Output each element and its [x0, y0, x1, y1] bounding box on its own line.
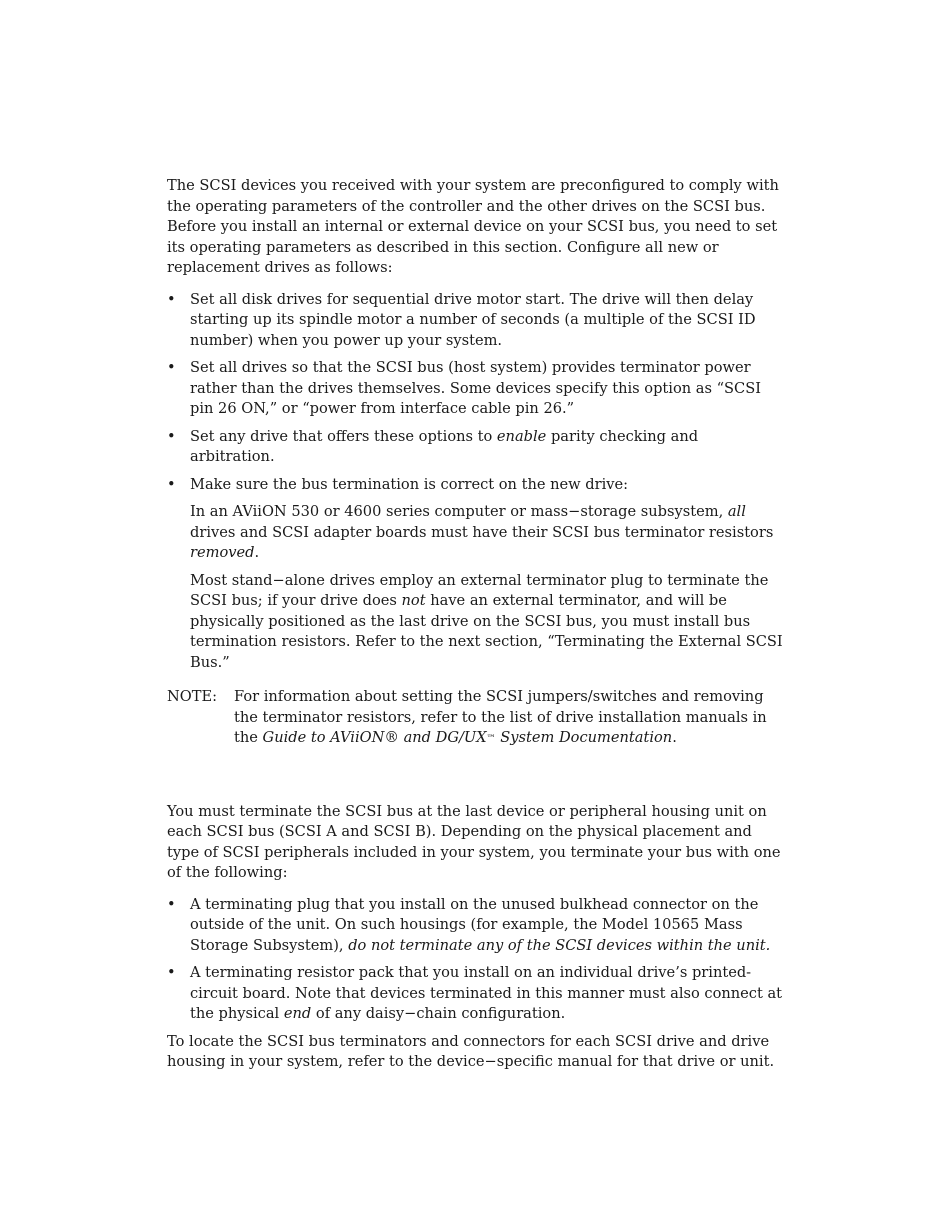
list-item-text: A terminating resistor pack that you install on an individual drive’s printed-circuit board. Note that devices terminated in this manner must also connect at the physical end of any daisy−chain configuration. [190, 964, 783, 1022]
note-label: NOTE: [167, 688, 218, 705]
list-item [167, 358, 787, 420]
termination-options-list [167, 895, 787, 1025]
termination-details [167, 502, 787, 673]
bullet-icon: • [167, 964, 176, 981]
list-item-text: A terminating plug that you install on the unused bulkhead connector on the outside of the unit. On such housings (for example, the Model 10565 Mass Storage Subsystem), do not terminate any of the SCSI devices within the unit. [190, 895, 771, 954]
section2-outro-paragraph: To locate the SCSI bus terminators and connectors for each SCSI drive and drive housing in your system, refer to the device−specific manual for that drive or unit. [167, 1032, 775, 1070]
list-item-text: Make sure the bus termination is correct on the new drive: [190, 475, 629, 493]
bullet-icon: • [167, 475, 176, 493]
list-item-text: Set all disk drives for sequential drive motor start. The drive will then delay starting up its spindle motor a number of seconds (a multiple of the SCSI ID number) when you power up your system. [190, 290, 756, 349]
note-text: For information about setting the SCSI jumpers/switches and removing the terminator resistors, refer to the list of drive installation manuals in the Guide to AViiON® and DG/UX™ System Documentation. [234, 688, 767, 746]
document-page [167, 176, 787, 1073]
bullet-icon: • [167, 290, 176, 308]
drive-config-list [167, 290, 787, 496]
trademark-symbol: ™ [486, 734, 496, 744]
list-item [167, 475, 787, 496]
list-item [167, 290, 787, 352]
list-item [167, 427, 787, 468]
emphasis-text: enable [496, 427, 547, 445]
section1-intro-paragraph: The SCSI devices you received with your system are preconfigured to comply with the operating parameters of the controller and the other drives on the SCSI bus. Before you install an internal or external device on your SCSI bus, you need to set its operating parameters as described in this section. Configure all new or replacement drives as follows: [167, 177, 779, 276]
section2-intro-paragraph: You must terminate the SCSI bus at the last device or peripheral housing unit on each SCSI bus (SCSI A and SCSI B). Depending on the physical placement and type of SCSI peripherals included in your system, you terminate your bus with one of the following: [167, 802, 781, 881]
standalone-termination-paragraph: Most stand−alone drives employ an external terminator plug to terminate the SCSI bus; if your drive does not have an external terminator, and will be physically positioned as the last drive on the SCSI bus, you must install bus termination resistors. Refer to the next section, “Terminating the External SCSI Bus.” [190, 571, 783, 671]
note-block [167, 687, 787, 750]
list-item [167, 963, 787, 1025]
bullet-icon: • [167, 895, 176, 913]
list-item [167, 895, 787, 957]
bullet-icon: • [167, 359, 176, 376]
list-item-text: Set all drives so that the SCSI bus (host system) provides terminator power rather than the drives themselves. Some devices specify this option as “SCSI pin 26 ON,” or “power from interface cable pin 26.” [190, 359, 761, 417]
bullet-icon: • [167, 427, 176, 445]
list-item-text: Set any drive that offers these options to enable parity checking and arbitration. [190, 427, 699, 465]
aviion-termination-paragraph: In an AViiON 530 or 4600 series computer or mass−storage subsystem, all drives and SCSI adapter boards must have their SCSI bus terminator resistors removed. [190, 503, 774, 561]
